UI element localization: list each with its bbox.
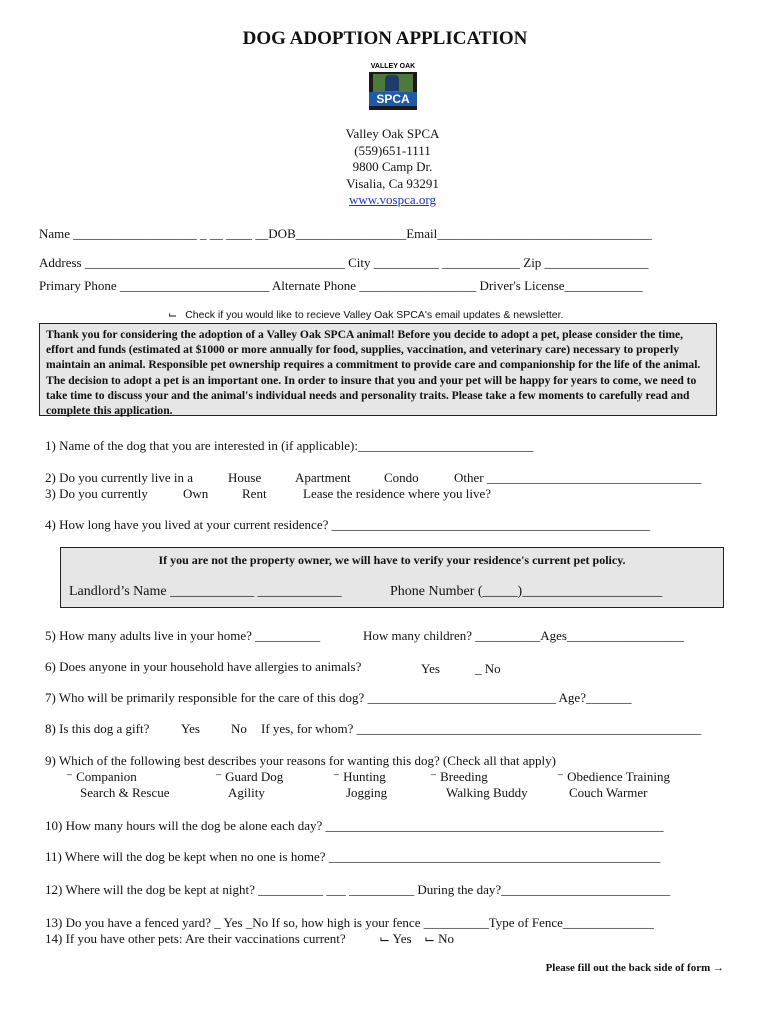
q9-option-label: Obedience Training <box>567 769 671 784</box>
q5-adults-field[interactable]: 5) How many adults live in your home? __________ <box>45 628 321 643</box>
q9-option-breeding[interactable]: ⁻ Breeding <box>430 769 488 784</box>
q14-yes-label: Yes <box>392 931 412 946</box>
page-title: DOG ADOPTION APPLICATION <box>242 28 528 49</box>
org-name: Valley Oak SPCA <box>345 126 440 141</box>
q14-label: 14) If you have other pets: Are their vaccinations current? <box>45 931 346 946</box>
q2-label: 2) Do you currently live in a <box>45 470 194 485</box>
q4-residence-length-field[interactable]: 4) How long have you lived at your current residence? _________________________________________________ <box>45 517 651 532</box>
q13-fenced-yard-field[interactable]: 13) Do you have a fenced yard? _ Yes _No If so, how high is your fence __________Type of Fence______________ <box>45 915 654 930</box>
q9-option-label: Guard Dog <box>225 769 284 784</box>
intro-notice: Thank you for considering the adoption of a Valley Oak SPCA animal! Before you decide to adopt a pet, please consider the time, effort and funds (estimated at $1000 or more annually for food, supplies, vaccination, and veterinary care) necessary to properly maintain an animal. Responsible pet ownership requires a commitment to provide care and companionship for the life of the animal. The decision to adopt a pet is an important one. In order to insure that you and your pet will be happy for years to come, we need to take time to discuss your and the animal's individual needs and personality traits. Please take a few moments to carefully read and complete this application. <box>39 323 717 416</box>
q9-option-couch-warmer[interactable]: Couch Warmer <box>569 785 648 800</box>
q6-yes-option[interactable]: Yes <box>421 661 440 676</box>
q9-option-agility[interactable]: Agility <box>228 785 265 800</box>
q9-option-label: Breeding <box>440 769 488 784</box>
q11-kept-away-field[interactable]: 11) Where will the dog be kept when no one is home? ___________________________________________________ <box>45 849 661 864</box>
q2-other-field[interactable]: Other _________________________________ <box>454 470 702 485</box>
org-phone: (559)651-1111 <box>354 142 431 158</box>
q10-hours-alone-field[interactable]: 10) How many hours will the dog be alone each day? ____________________________________________________ <box>45 818 664 833</box>
org-address-block <box>0 126 770 209</box>
newsletter-label: Check if you would like to recieve Valley Oak SPCA's email updates & newsletter. <box>185 309 564 321</box>
q8-yes-option[interactable]: Yes <box>181 721 200 736</box>
org-website-link[interactable]: www.vospca.org <box>348 192 436 207</box>
logo-main-text: SPCA <box>369 92 417 106</box>
q9-option-walking-buddy[interactable]: Walking Buddy <box>446 785 528 800</box>
logo-top-text: VALLEY OAK <box>370 63 416 70</box>
org-city: Visalia, Ca 93291 <box>346 175 439 191</box>
q14-no-label: No <box>438 931 455 946</box>
newsletter-option[interactable] <box>168 305 563 323</box>
q8-whom-field[interactable]: If yes, for whom? _____________________________________________________ <box>261 721 702 736</box>
name-dob-email-field[interactable]: Name ___________________ _ __ ____ __DOB_________________Email_________________________________ <box>39 226 652 241</box>
q9-label: 9) Which of the following best describes your reasons for wanting this dog? (Check all that apply) <box>45 753 556 768</box>
q5-children-field[interactable]: How many children? __________Ages__________________ <box>363 628 684 643</box>
newsletter-checkbox[interactable]: ⌙ <box>168 309 178 321</box>
q7-caretaker-field[interactable]: 7) Who will be primarily responsible for the care of this dog? _____________________________ Age?_______ <box>45 690 632 705</box>
dog-silhouette-icon <box>385 75 399 91</box>
q9-option-guard-dog[interactable]: ⁻ Guard Dog <box>215 769 284 784</box>
landlord-phone-field[interactable]: Phone Number (_____)____________________ <box>390 584 663 599</box>
q9-option-jogging[interactable]: Jogging <box>346 785 388 800</box>
q14-no-option[interactable]: ⌙ No <box>424 931 455 946</box>
q14-yes-option[interactable]: ⌙ Yes <box>379 931 412 946</box>
q3-rent-option[interactable]: Rent <box>242 486 267 501</box>
q1-dog-name-field[interactable]: 1) Name of the dog that you are interested in (if applicable):___________________________ <box>45 438 534 453</box>
q12-kept-night-field[interactable]: 12) Where will the dog be kept at night? __________ ___ __________ During the day?__________________________ <box>45 882 671 897</box>
q9-option-label: Companion <box>76 769 137 784</box>
q9-option-label: Hunting <box>343 769 386 784</box>
q3-label: 3) Do you currently <box>45 486 148 501</box>
q9-option-hunting[interactable]: ⁻ Hunting <box>333 769 386 784</box>
landlord-note: If you are not the property owner, we will have to verify your residence's current pet policy. <box>158 553 626 567</box>
phone-license-field[interactable]: Primary Phone _______________________ Alternate Phone __________________ Driver's License____________ <box>39 278 643 293</box>
q2-condo-option[interactable]: Condo <box>384 470 419 485</box>
landlord-box <box>60 547 724 608</box>
spca-logo <box>369 62 417 110</box>
q2-apartment-option[interactable]: Apartment <box>295 470 351 485</box>
q6-label: 6) Does anyone in your household have allergies to animals? <box>45 659 362 674</box>
q8-label: 8) Is this dog a gift? <box>45 721 150 736</box>
q9-option-obedience-training[interactable]: ⁻ Obedience Training <box>557 769 671 784</box>
q6-no-option[interactable]: _ No <box>475 661 501 676</box>
q9-option-companion[interactable]: ⁻ Companion <box>66 769 137 784</box>
landlord-name-field[interactable]: Landlord’s Name ____________ ____________ <box>69 584 342 599</box>
back-side-note: Please fill out the back side of form → <box>545 962 724 974</box>
q2-house-option[interactable]: House <box>228 470 262 485</box>
address-city-zip-field[interactable]: Address ________________________________________ City __________ ____________ Zip ________________ <box>39 255 649 270</box>
q8-no-option[interactable]: No <box>231 721 247 736</box>
q3-lease-option[interactable]: Lease the residence where you live? <box>303 486 492 501</box>
q3-own-option[interactable]: Own <box>183 486 209 501</box>
q9-option-search-rescue[interactable]: Search & Rescue <box>80 785 170 800</box>
org-street: 9800 Camp Dr. <box>352 159 433 174</box>
